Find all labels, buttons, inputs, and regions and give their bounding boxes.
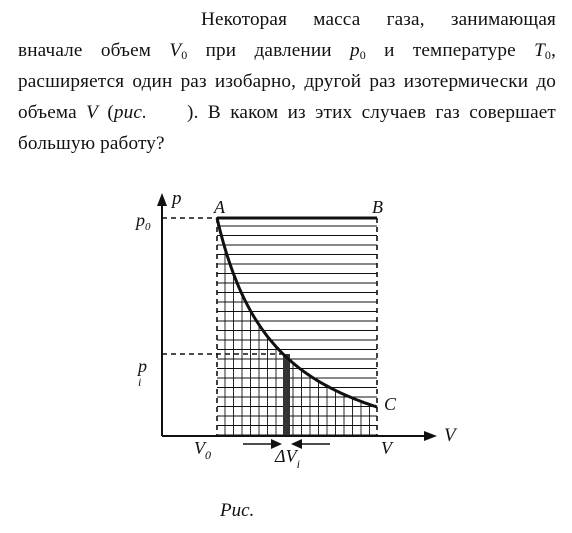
tick-v0-label: $V_0$ [194,438,211,462]
tick-pi-label: p i [138,356,147,389]
v-axis-arrow [424,431,437,441]
axis-p-label: p [172,188,182,209]
text-6: ). В каком из этих случаев газ совершает большую работу? [18,102,556,154]
grid-hatching [217,226,377,436]
symbol-V0-sub: 0 [181,48,188,62]
axis-v-label: V [444,425,456,446]
symbol-p0: p [349,40,360,61]
symbol-p0-sub: 0 [359,48,366,62]
point-c-label: C [384,394,397,414]
text-5: ( [98,102,114,123]
dashed-guides [162,218,377,436]
figure-caption: Рис. [220,500,255,521]
symbol-T0: T [534,40,545,61]
symbol-V0: V [169,40,182,61]
symbol-V: V [86,102,98,123]
delta-v-label: $\Delta V_i$ [275,446,300,471]
delta-v-strip [283,354,290,436]
figure-reference: рис. [113,102,148,123]
tick-p0-label: $p_0$ [136,210,151,233]
text-2: при давлении [187,40,350,61]
text-3: и температуре [365,40,535,61]
point-a-label: A [214,197,225,217]
text-4: , расширяется один раз изобарно, другой раз изотермически до объема [18,40,557,123]
isotherm-curve [217,218,377,407]
point-b-label: B [372,197,383,217]
symbol-T0-sub: 0 [544,48,552,62]
tick-v-label: V [381,438,392,458]
p-axis-arrow [157,193,167,206]
text-start: Некоторая масса газа, занимающая вначале объем [18,9,556,61]
